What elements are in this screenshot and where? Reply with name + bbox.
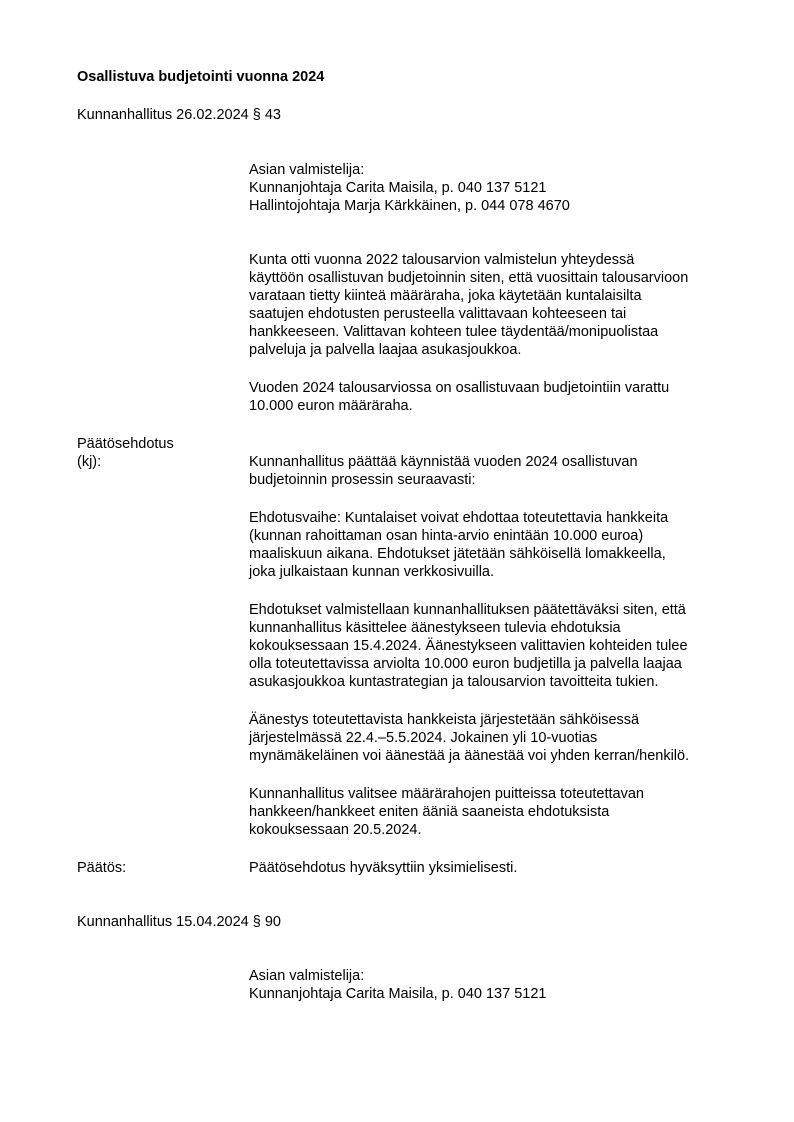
text-line: hankkeen/hankkeet eniten ääniä saaneista ehdotuksista xyxy=(249,804,610,820)
decision-label: Päätös: xyxy=(77,860,127,876)
text-line: Kunta otti vuonna 2022 talousarvion valmistelun yhteydessä xyxy=(249,252,635,268)
text-line: budjetoinnin prosessin seuraavasti: xyxy=(249,472,476,488)
text-line: kokouksessaan 15.4.2024. Äänestykseen valittavien kohteiden tulee xyxy=(249,638,688,654)
preparer-heading-2: Asian valmistelija: xyxy=(249,968,365,984)
text-line: järjestelmässä 22.4.–5.5.2024. Jokainen yli 10-vuotias xyxy=(249,730,598,746)
proposal-label: Päätösehdotus xyxy=(77,436,174,452)
text-line: Kunnanhallitus valitsee määrärahojen puitteissa toteutettavan xyxy=(249,786,644,802)
text-line: Ehdotukset valmistellaan kunnanhallituksen päätettäväksi siten, että xyxy=(249,602,686,618)
text-line: Vuoden 2024 talousarviossa on osallistuvaan budjetointiin varattu xyxy=(249,380,670,396)
text-line: (kunnan rahoittaman osan hinta-arvio enintään 10.000 euroa) xyxy=(249,528,644,544)
text-line: käyttöön osallistuvan budjetoinnin siten, että vuosittain talousarvioon xyxy=(249,270,689,286)
proposal-label-sub: (kj): xyxy=(77,454,102,470)
preparer-heading-1: Asian valmistelija: xyxy=(249,162,365,178)
text-line: maaliskuun aikana. Ehdotukset jätetään sähköisellä lomakkeella, xyxy=(249,546,666,562)
text-line: asukasjoukkoa kuntastrategian ja talousarvion tavoitteita tukien. xyxy=(249,674,659,690)
text-line: kokouksessaan 20.5.2024. xyxy=(249,822,422,838)
meeting-heading-2: Kunnanhallitus 15.04.2024 § 90 xyxy=(77,914,281,930)
meeting-heading-1: Kunnanhallitus 26.02.2024 § 43 xyxy=(77,107,281,123)
preparer-line: Kunnanjohtaja Carita Maisila, p. 040 137 5121 xyxy=(249,180,547,196)
text-line: joka julkaistaan kunnan verkkosivuilla. xyxy=(249,564,495,580)
text-line: varataan tietty kiinteä määräraha, joka käytetään kuntalaisilta xyxy=(249,288,642,304)
text-line: olla toteutettavissa arviolta 10.000 euron budjetilla ja palvella laajaa xyxy=(249,656,682,672)
preparer-line: Kunnanjohtaja Carita Maisila, p. 040 137 5121 xyxy=(249,986,547,1002)
text-line: Äänestys toteutettavista hankkeista järjestetään sähköisessä xyxy=(249,712,640,728)
text-line: saatujen ehdotusten perusteella valittavaan kohteeseen tai xyxy=(249,306,627,322)
text-line: palveluja ja palvella laajaa asukasjoukkoa. xyxy=(249,342,522,358)
text-line: 10.000 euron määräraha. xyxy=(249,398,413,414)
decision-text: Päätösehdotus hyväksyttiin yksimielisesti. xyxy=(249,860,518,876)
text-line: Kunnanhallitus päättää käynnistää vuoden 2024 osallistuvan xyxy=(249,454,638,470)
text-line: Ehdotusvaihe: Kuntalaiset voivat ehdottaa toteutettavia hankkeita xyxy=(249,510,669,526)
text-line: mynämäkeläinen voi äänestää ja äänestää voi yhden kerran/henkilö. xyxy=(249,748,690,764)
text-line: kunnanhallitus käsittelee äänestykseen tulevia ehdotuksia xyxy=(249,620,621,636)
text-line: hankkeeseen. Valittavan kohteen tulee täydentää/monipuolistaa xyxy=(249,324,659,340)
preparer-line: Hallintojohtaja Marja Kärkkäinen, p. 044 078 4670 xyxy=(249,198,570,214)
document-title: Osallistuva budjetointi vuonna 2024 xyxy=(77,69,325,85)
